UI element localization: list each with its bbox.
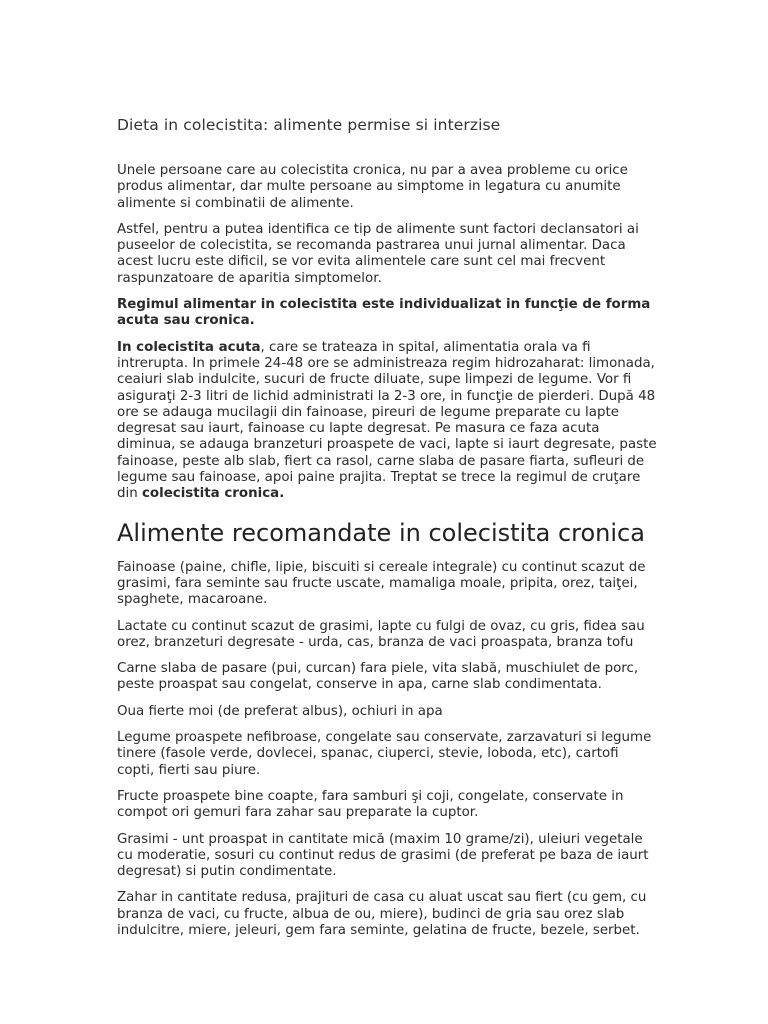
list-item: Carne slaba de pasare (pui, curcan) fara piele, vita slabă, muschiulet de porc, peste proaspat sau congelat, conserve in apa, carne slab condimentata. [117,661,639,693]
acuta-paragraph [117,340,658,503]
list-item: Oua fierte moi (de preferat albus), ochiuri in apa [117,703,443,719]
list-item: Lactate cu continut scazut de grasimi, lapte cu fulgi de ovaz, cu gris, fidea sau orez, branzeturi degresate - urda, cas, branza de vaci proaspata, branza tofu [117,618,645,650]
intro-paragraph-2: Astfel, pentru a putea identifica ce tip de alimente sunt factori declansatori ai puseelor de colecistita, se recomanda pastrarea unui jurnal alimentar. Daca acest lucru este dificil, se vor evita alimentele care sunt cel mai frecvent raspunzatoare de aparitia simptomelor. [117,221,639,286]
acuta-bold-end: colecistita cronica. [141,486,285,502]
list-item: Grasimi - unt proaspat in cantitate mică (maxim 10 grame/zi), uleiuri vegetale cu moderatie, sosuri cu continut redus de grasimi (de preferat pe baza de iaurt degresat) si putin condimentate. [117,831,649,880]
list-item: Fainoase (paine, chifle, lipie, biscuiti si cereale integrale) cu continut scazut de grasimi, fara seminte sau fructe uscate, mamaliga moale, pripita, orez, taiţei, spaghete, macaroane. [117,559,646,608]
list-item: Zahar in cantitate redusa, prajituri de casa cu aluat uscat sau fiert (cu gem, cu branza de vaci, cu fructe, albua de ou, miere), budinci de gria sau orez slab indulcitre, miere, jeleuri, gem fara seminte, gelatina de fructe, bezele, serbet. [117,890,647,938]
list-item: Legume proaspete nefibroase, congelate sau conservate, zarzavaturi si legume tinere (fasole verde, dovlecei, spanac, ciuperci, stevie, loboda, etc), cartofi copti, fierti sau piure. [117,730,652,778]
intro-paragraph-1: Unele persoane care au colecistita cronica, nu par a avea probleme cu orice produs alimentar, dar multe persoane au simptome in legatura cu anumite alimente si combinatii de alimente. [117,163,628,211]
acuta-body-text: , care se trateaza in spital, alimentatia orala va fi intrerupta. In primele 24-48 ore se administreaza regim hidrozaharat: limonada, ceaiuri slab indulcite, sucuri de fructe diluate, supe limpezi de legume. Vor fi asiguraţi 2-3 litri de lichid administrati la 2-3 ore, in funcţie de pierderi. După 48 ore se adauga mucilagii din fainoase, pireuri de legume preparate cu lapte degresat sau iaurt, fainoase cu lapte degresat. Pe masura ce faza acuta diminua, se adauga branzeturi proaspete de vaci, lapte si iaurt degresate, paste fainoase, peste alb slab, fiert ca rasol, carne slaba de pasare fiarta, sufleuri de legume sau fainoase, apoi paine prajita. Treptat se trece la regimul de cruţare din [117,339,657,502]
acuta-bold-lead: In colecistita acuta [117,339,261,355]
section-heading: Alimente recomandate in colecistita cronica [117,518,645,547]
list-item: Fructe proaspete bine coapte, fara samburi şi coji, congelate, conservate in compot ori gemuri fara zahar sau preparate la cuptor. [117,788,624,821]
regim-bold-paragraph: Regimul alimentar in colecistita este individualizat in funcţie de forma acuta sau cronica. [117,297,651,329]
document-title: Dieta in colecistita: alimente permise si interzise [117,116,501,134]
